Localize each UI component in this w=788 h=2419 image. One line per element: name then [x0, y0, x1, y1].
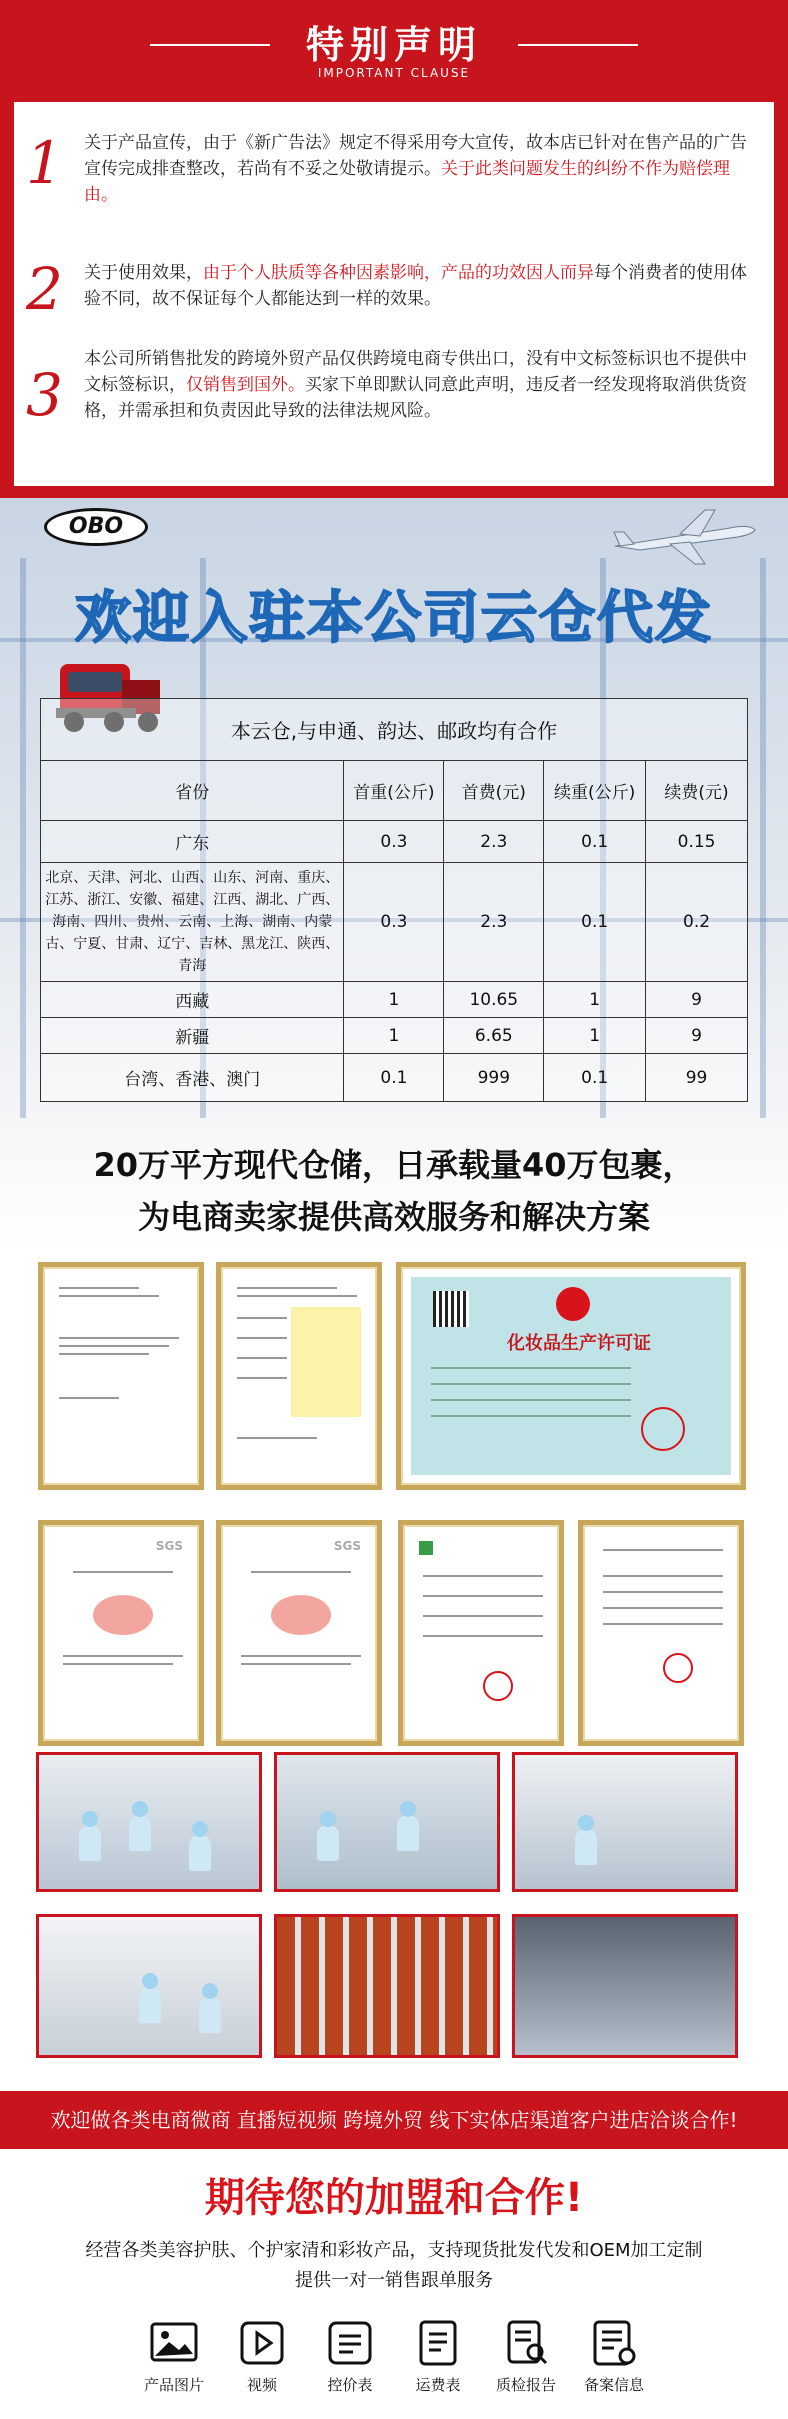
table-cell: 6.65	[444, 1018, 544, 1054]
table-header: 省份	[41, 761, 344, 821]
table-cell: 台湾、香港、澳门	[41, 1054, 344, 1102]
report-logo-icon	[419, 1541, 433, 1555]
clause-number: 2	[26, 255, 63, 323]
table-cell: 1	[544, 1018, 646, 1054]
seal-stamp-icon	[663, 1653, 693, 1683]
image-icon	[149, 2318, 199, 2368]
icon-label: 视频	[246, 2376, 277, 2394]
clause-number: 3	[26, 361, 63, 429]
table-row	[41, 821, 748, 863]
table-header: 首费(元)	[444, 761, 544, 821]
warehouse-photo	[274, 1914, 500, 2058]
inspection-report	[413, 1535, 549, 1731]
table-row	[41, 863, 748, 982]
table-cell: 999	[444, 1054, 544, 1102]
certificate-document	[231, 1277, 367, 1475]
table-cell: 99	[646, 1054, 748, 1102]
table-row	[41, 982, 748, 1018]
license-frame	[396, 1262, 746, 1490]
table-header: 续重(公斤)	[544, 761, 646, 821]
table-cell: 0.1	[344, 1054, 444, 1102]
obo-logo: OBO	[44, 508, 148, 546]
inspection-report-item[interactable]	[482, 2318, 570, 2395]
table-header: 续费(元)	[646, 761, 748, 821]
icon-label: 运费表	[415, 2376, 461, 2394]
certificate-frame	[216, 1262, 382, 1490]
factory-photo	[512, 1914, 738, 2058]
qr-code-icon	[433, 1291, 469, 1327]
cooperation-banner: 欢迎做各类电商微商 直播短视频 跨境外贸 线下实体店渠道客户进店洽谈合作!	[0, 2091, 788, 2149]
table-cell: 0.1	[544, 1054, 646, 1102]
sgs-mark: SGS	[155, 1539, 183, 1553]
factory-photo	[512, 1752, 738, 1892]
seal-stamp-icon	[483, 1671, 513, 1701]
icon-label: 质检报告	[495, 2376, 556, 2394]
table-caption: 本云仓,与申通、韵达、邮政均有合作	[41, 699, 748, 761]
icon-label: 产品图片	[143, 2376, 204, 2394]
shipping-table-icon	[413, 2318, 463, 2368]
clause-text: 关于使用效果，由于个人肤质等各种因素影响，产品的功效因人而异每个消费者的使用体验不同，故不保证每个人都能达到一样的效果。	[84, 263, 747, 309]
table-header: 首重(公斤)	[344, 761, 444, 821]
icon-label: 控价表	[327, 2376, 373, 2394]
table-cell: 0.1	[544, 863, 646, 982]
table-cell: 北京、天津、河北、山西、山东、河南、重庆、江苏、浙江、安徽、福建、江西、湖北、广西、海南、四川、贵州、云南、上海、湖南、内蒙古、宁夏、甘肃、辽宁、吉林、黑龙江、陕西、青海	[41, 863, 344, 982]
icon-label: 备案信息	[583, 2376, 644, 2394]
sgs-certificate	[53, 1535, 189, 1731]
sgs-logo-icon	[271, 1595, 331, 1635]
sgs-certificate	[231, 1535, 367, 1731]
sgs-certificate-frame	[216, 1520, 382, 1746]
table-cell: 0.3	[344, 821, 444, 863]
report-frame	[578, 1520, 744, 1746]
filing-document	[593, 1535, 729, 1731]
table-row	[41, 1018, 748, 1054]
table-cell: 2.3	[444, 821, 544, 863]
table-cell: 广东	[41, 821, 344, 863]
table-row	[41, 1054, 748, 1102]
clause-text: 关于产品宣传，由于《新广告法》规定不得采用夸大宣传，故本店已针对在售产品的广告宣传完成排查整改，若尚有不妥之处敬请提示。关于此类问题发生的纠纷不作为赔偿理由。	[84, 133, 747, 205]
filing-info-item[interactable]	[570, 2318, 658, 2395]
report-frame	[398, 1520, 564, 1746]
clause-text: 本公司所销售批发的跨境外贸产品仅供跨境电商专供出口，没有中文标签标识也不提供中文标签标识，仅销售到国外。买家下单即默认同意此声明，违反者一经发现将取消供货资格，并需承担和负责因此导致的法律法规风险。	[84, 349, 747, 421]
sgs-certificate-frame	[38, 1520, 204, 1746]
capacity-line: 20万平方现代仓储，日承载量40万包裹，	[93, 1146, 695, 1184]
table-cell: 9	[646, 982, 748, 1018]
factory-photo	[274, 1752, 500, 1892]
airplane-icon	[610, 506, 760, 566]
price-table-item[interactable]	[306, 2318, 394, 2395]
shipping-rate-table	[40, 698, 748, 1102]
warehouse-title: 欢迎入驻本公司云仓代发	[75, 586, 713, 651]
certificate-frame	[38, 1262, 204, 1490]
special-statement-section	[0, 0, 788, 498]
table-cell: 2.3	[444, 863, 544, 982]
table-cell: 0.2	[646, 863, 748, 982]
national-emblem-icon	[556, 1287, 590, 1321]
service-line: 为电商卖家提供高效服务和解决方案	[137, 1198, 650, 1236]
table-cell: 10.65	[444, 982, 544, 1018]
table-cell: 1	[344, 982, 444, 1018]
table-cell: 9	[646, 1018, 748, 1054]
statement-title: 特别声明	[305, 23, 482, 67]
product-images-item[interactable]	[130, 2318, 218, 2395]
table-cell: 0.3	[344, 863, 444, 982]
table-cell: 西藏	[41, 982, 344, 1018]
table-cell: 0.15	[646, 821, 748, 863]
footer-title: 期待您的加盟和合作!	[204, 2175, 584, 2221]
inspection-report-icon	[501, 2318, 551, 2368]
sgs-mark: SGS	[333, 1539, 361, 1553]
table-cell: 0.1	[544, 821, 646, 863]
service-icons	[130, 2318, 658, 2408]
table-cell: 新疆	[41, 1018, 344, 1054]
sgs-logo-icon	[93, 1595, 153, 1635]
video-item[interactable]	[218, 2318, 306, 2395]
statement-subtitle: IMPORTANT CLAUSE	[317, 66, 471, 80]
license-title: 化妆品生产许可证	[507, 1333, 651, 1354]
clause-number: 1	[26, 129, 63, 197]
statement-card	[14, 102, 774, 486]
factory-photo	[36, 1914, 262, 2058]
shipping-table-item[interactable]	[394, 2318, 482, 2395]
filing-info-icon	[589, 2318, 639, 2368]
video-icon	[237, 2318, 287, 2368]
certificate-document	[53, 1277, 189, 1475]
warehouse-section	[0, 498, 788, 1250]
cosmetics-license	[411, 1277, 731, 1475]
seal-stamp-icon	[641, 1407, 685, 1451]
factory-photo	[36, 1752, 262, 1892]
service-description: 提供一对一销售跟单服务	[295, 2270, 493, 2291]
table-cell: 1	[344, 1018, 444, 1054]
business-description: 经营各类美容护肤、个护家清和彩妆产品，支持现货批发代发和OEM加工定制	[85, 2240, 703, 2261]
table-cell: 1	[544, 982, 646, 1018]
price-table-icon	[325, 2318, 375, 2368]
